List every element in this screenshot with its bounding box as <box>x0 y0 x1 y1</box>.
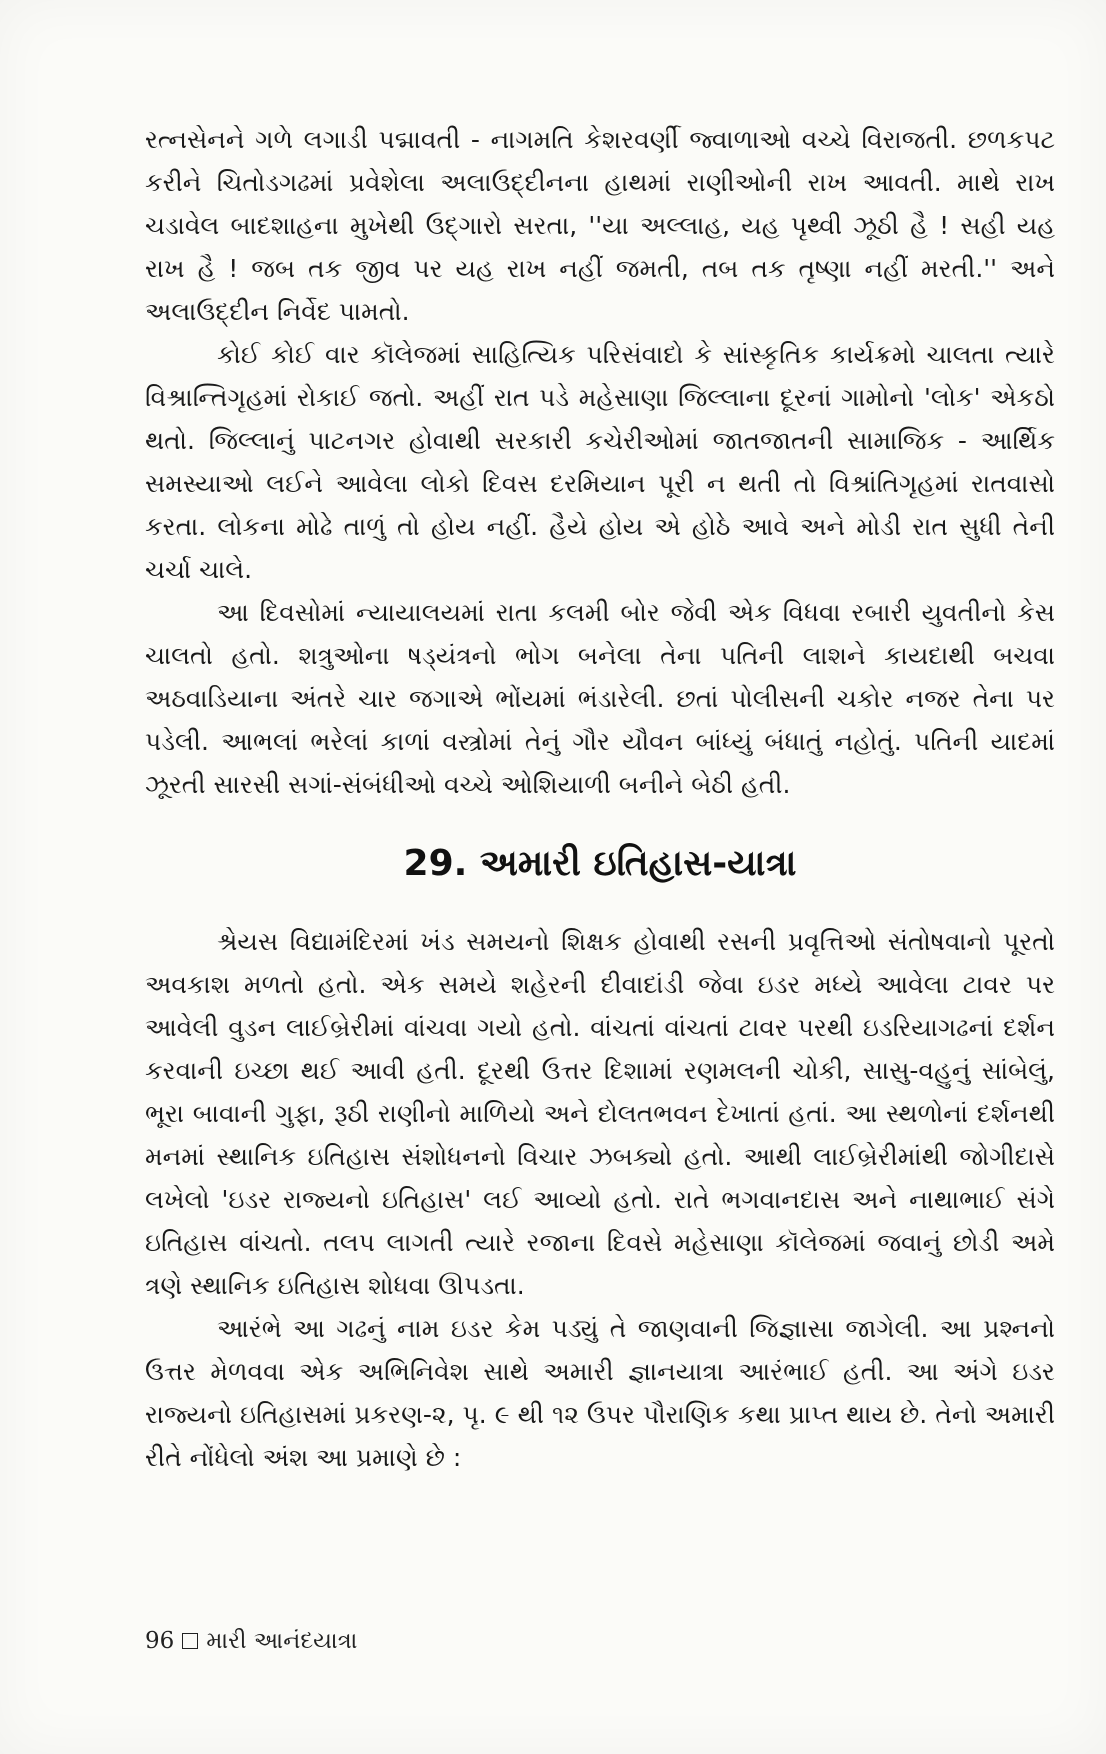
box-icon <box>182 1633 198 1649</box>
page-footer <box>145 1628 357 1654</box>
paragraph-5: આરંભે આ ગઢનું નામ ઇડર કેમ પડ્યું તે જાણવાની જિજ્ઞાસા જાગેલી. આ પ્રશ્નનો ઉત્તર મેળવવા એક અભિનિવેશ સાથે અમારી જ્ઞાનયાત્રા આરંભાઈ હતી. આ અંગે ઇડર રાજ્યનો ઇતિહાસમાં પ્રકરણ-૨, પૃ. ૯ થી ૧૨ ઉપર પૌરાણિક કથા પ્રાપ્ત થાય છે. તેનો અમારી રીતે નોંધેલો અંશ આ પ્રમાણે છે : <box>145 1314 1055 1472</box>
page-body <box>145 118 1055 1479</box>
paragraph-4: શ્રેયસ વિદ્યામંદિરમાં ખંડ સમયનો શિક્ષક હોવાથી રસની પ્રવૃત્તિઓ સંતોષવાનો પૂરતો અવકાશ મળતો હતો. એક સમયે શહેરની દીવાદાંડી જેવા ઇડર મધ્યે આવેલા ટાવર પર આવેલી વુડન લાઈબ્રેરીમાં વાંચવા ગયો હતો. વાંચતાં વાંચતાં ટાવર પરથી ઇડરિયાગઢનાં દર્શન કરવાની ઇચ્છા થઈ આવી હતી. દૂરથી ઉત્તર દિશામાં રણમલની ચોકી, સાસુ-વહુનું સાંબેલું, ભૂરા બાવાની ગુફા, રૂઠી રાણીનો માળિયો અને દોલતભવન દેખાતાં હતાં. આ સ્થળોનાં દર્શનથી મનમાં સ્થાનિક ઇતિહાસ સંશોધનનો વિચાર ઝબક્યો હતો. આથી લાઈબ્રેરીમાંથી જોગીદાસે લખેલો 'ઇડર રાજ્યનો ઇતિહાસ' લઈ આવ્યો હતો. રાતે ભગવાનદાસ અને નાથાભાઈ સંગે ઇતિહાસ વાંચતો. તલપ લાગતી ત્યારે રજાના દિવસે મહેસાણા કૉલેજમાં જવાનું છોડી અમે ત્રણે સ્થાનિક ઇતિહાસ શોધવા ઊપડતા. <box>145 927 1055 1300</box>
paragraph-1: રત્નસેનને ગળે લગાડી પદ્માવતી - નાગમતિ કેશરવર્ણી જ્વાળાઓ વચ્ચે વિરાજતી. છળકપટ કરીને ચિતોડગઢમાં પ્રવેશેલા અલાઉદ્દીનના હાથમાં રાણીઓની રાખ આવતી. માથે રાખ ચડાવેલ બાદશાહના મુખેથી ઉદ્‌ગારો સરતા, ''યા અલ્લાહ, યહ પૃથ્વી ઝૂઠી હૈ ! સહી યહ રાખ હૈ ! જબ તક જીવ પર યહ રાખ નહીં જમતી, તબ તક તૃષ્ણા નહીં મરતી.'' અને અલાઉદ્દીન નિર્વેદ પામતો. <box>145 125 1055 326</box>
chapter-title: 29. અમારી ઇતિહાસ-યાત્રા <box>403 843 797 884</box>
book-title: મારી આનંદયાત્રા <box>206 1628 358 1654</box>
paragraph-3: આ દિવસોમાં ન્યાયાલયમાં રાતા કલમી બોર જેવી એક વિધવા રબારી યુવતીનો કેસ ચાલતો હતો. શત્રુઓના ષડ્‌યંત્રનો ભોગ બનેલા તેના પતિની લાશને કાયદાથી બચવા અઠવાડિયાના અંતરે ચાર જગાએ ભોંયમાં ભંડારેલી. છતાં પોલીસની ચકોર નજર તેના પર પડેલી. આભલાં ભરેલાં કાળાં વસ્ત્રોમાં તેનું ગૌર યૌવન બાંધ્યું બંધાતું નહોતું. પતિની યાદમાં ઝૂરતી સારસી સગાં-સંબંધીઓ વચ્ચે ઓશિયાળી બનીને બેઠી હતી. <box>145 598 1055 799</box>
paragraph-2: કોઈ કોઈ વાર કૉલેજમાં સાહિત્યિક પરિસંવાદો કે સાંસ્કૃતિક કાર્યક્રમો ચાલતા ત્યારે વિશ્રાન્તિગૃહમાં રોકાઈ જતો. અહીં રાત પડે મહેસાણા જિલ્લાના દૂરનાં ગામોનો 'લોક' એકઠો થતો. જિલ્લાનું પાટનગર હોવાથી સરકારી કચેરીઓમાં જાતજાતની સામાજિક - આર્થિક સમસ્યાઓ લઈને આવેલા લોકો દિવસ દરમિયાન પૂરી ન થતી તો વિશ્રાંતિગૃહમાં રાતવાસો કરતા. લોકના મોઢે તાળું તો હોય નહીં. હૈયે હોય એ હોઠે આવે અને મોડી રાત સુધી તેની ચર્ચા ચાલે. <box>145 340 1055 584</box>
page-number: 96 <box>145 1628 175 1654</box>
